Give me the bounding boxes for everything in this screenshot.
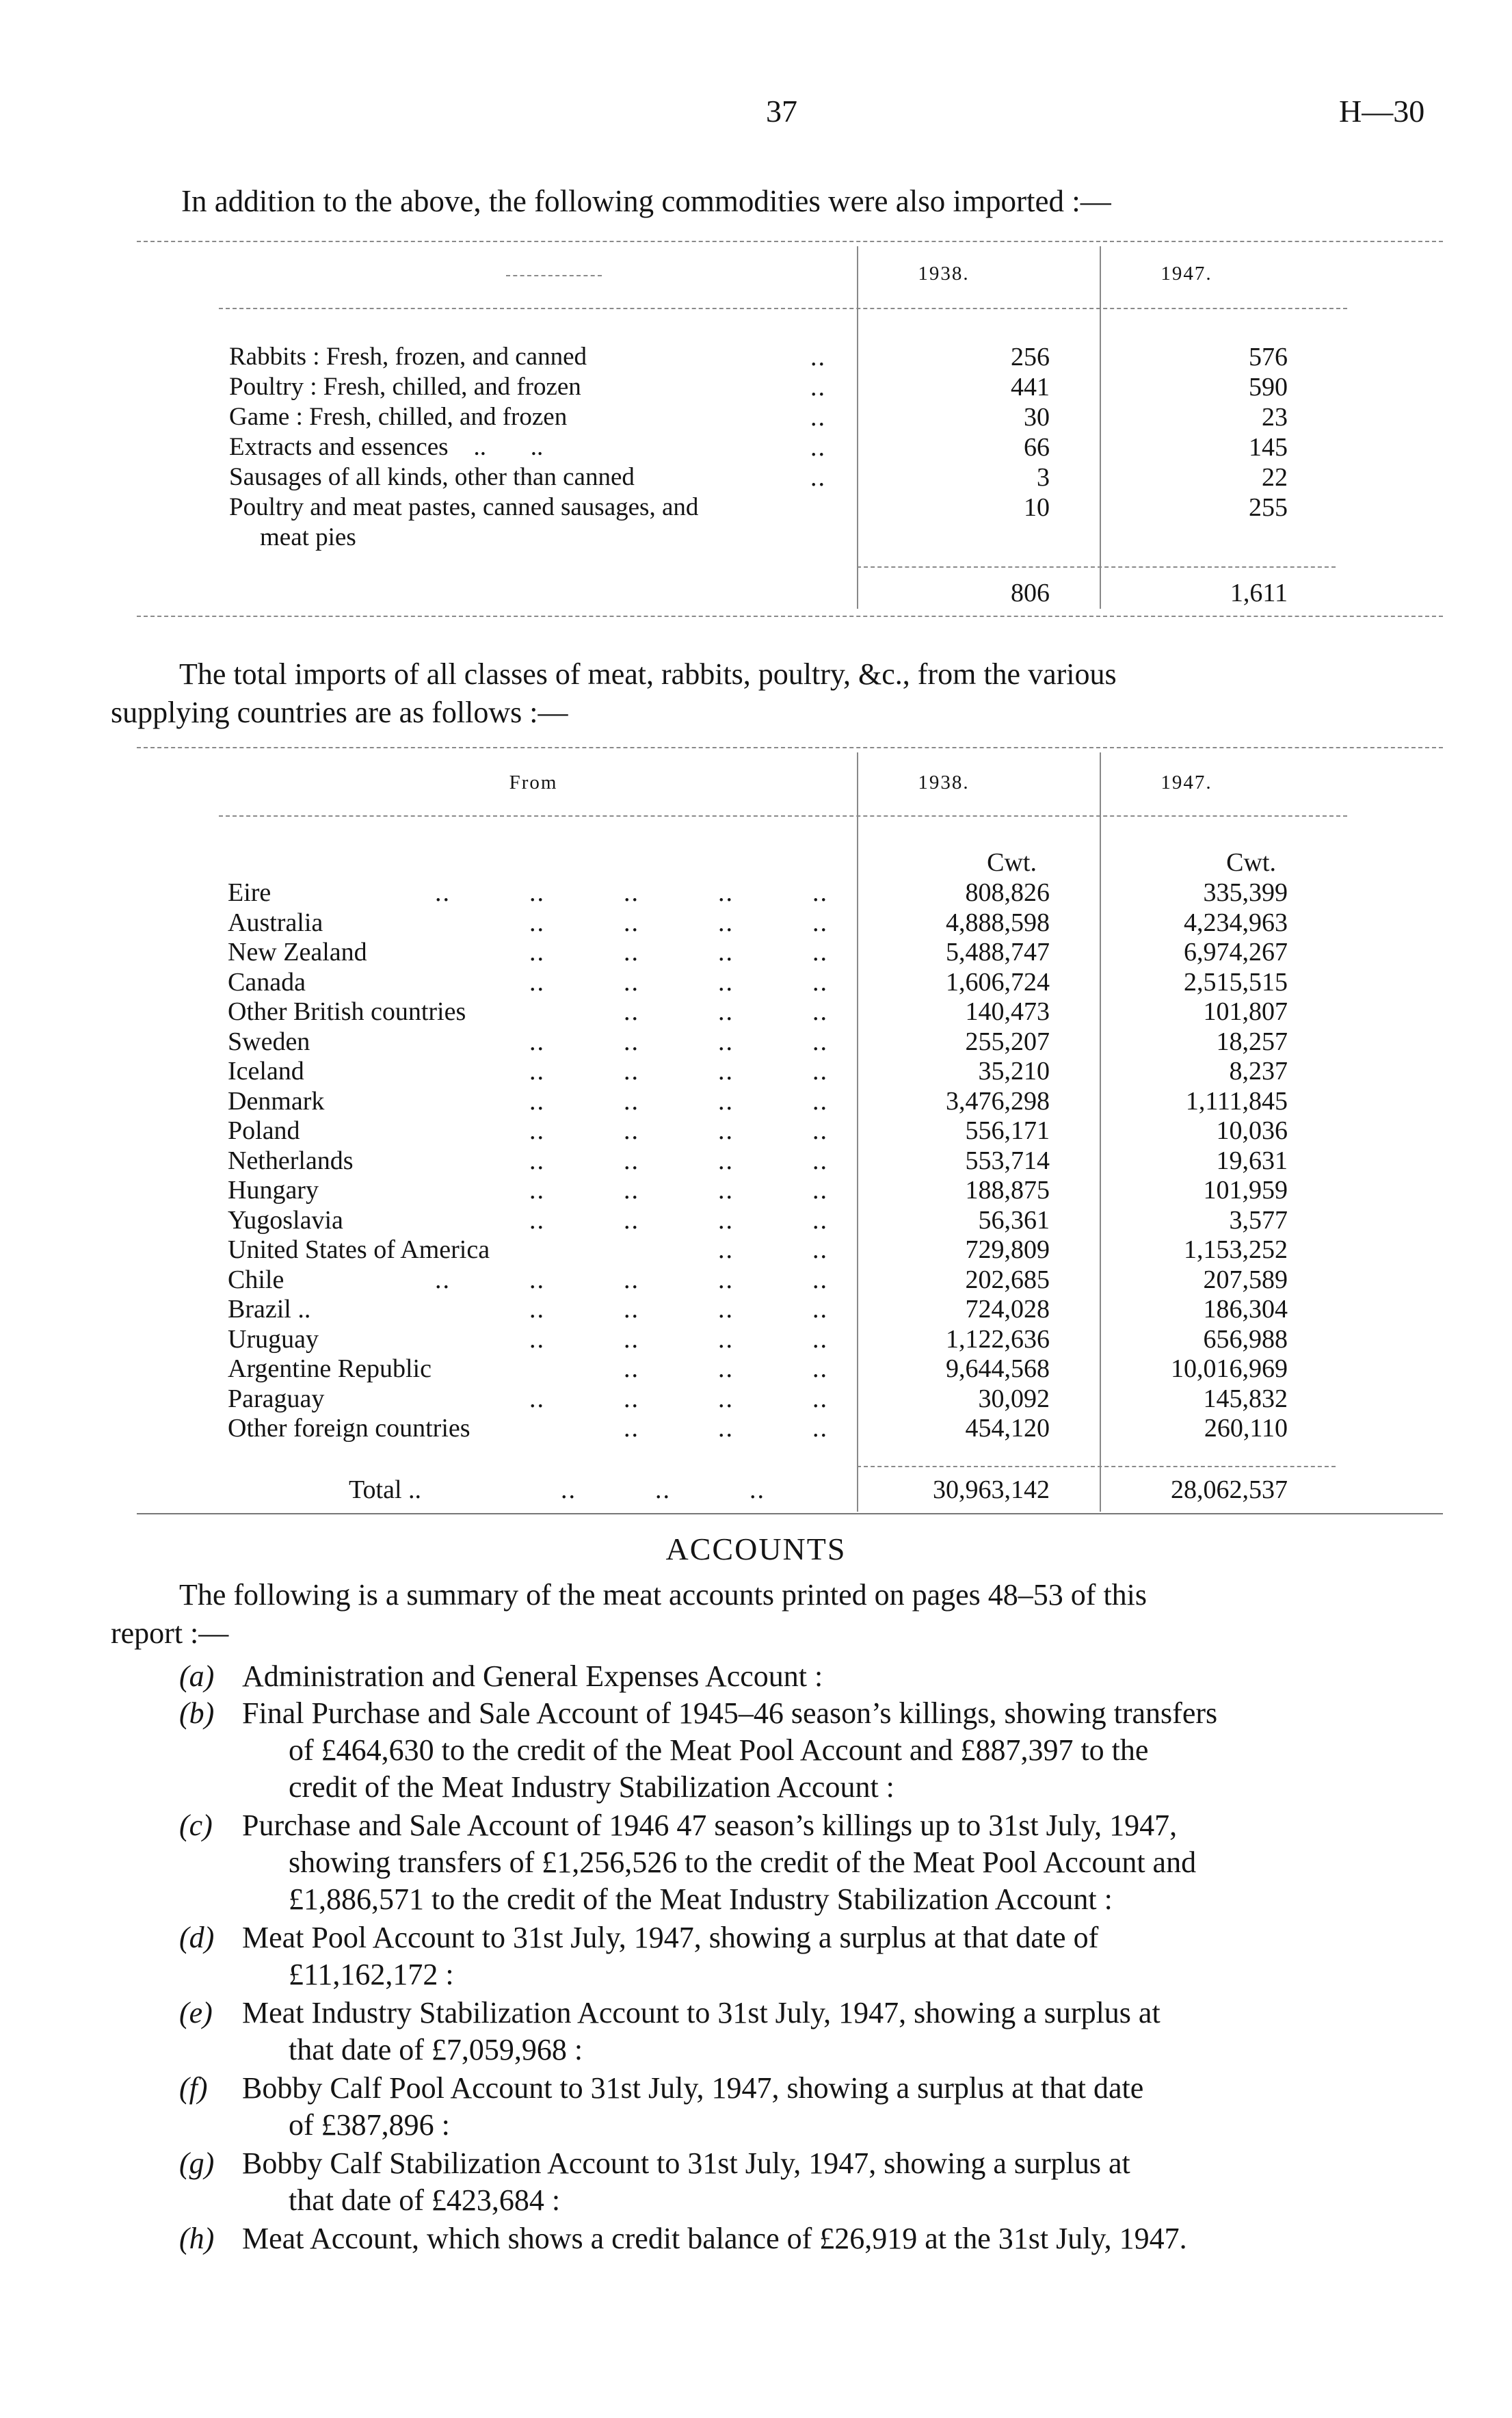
value-1938: 255,207 (965, 1027, 1050, 1056)
table-row (0, 1295, 1512, 1325)
table-row (0, 1027, 1512, 1057)
country-label: Poland (228, 1116, 300, 1145)
value-1947: 101,807 (1203, 997, 1288, 1026)
leader-dots: .. .. .. .. (529, 1205, 828, 1235)
column-header-1947: 1947. (1160, 772, 1212, 793)
column-header-from: From (509, 772, 558, 793)
total-1947: 1,611 (1230, 579, 1288, 607)
country-label: Argentine Republic (228, 1354, 432, 1383)
leader-dots: .. .. .. .. .. (435, 878, 828, 907)
intro-text: In addition to the above, the following commodities were also imported :— (181, 184, 1111, 218)
accounts-heading: ACCOUNTS (665, 1532, 847, 1566)
item-line: Final Purchase and Sale Account of 1945–46 season’s killings, showing transfers (242, 1696, 1218, 1730)
unit-1938: Cwt. (987, 848, 1037, 877)
unit-1947: Cwt. (1226, 848, 1276, 877)
value-1938: 724,028 (965, 1295, 1050, 1324)
item-line: Bobby Calf Pool Account to 31st July, 1947, showing a surplus at that date (242, 2071, 1144, 2105)
leader-dots: .. .. .. .. (529, 1295, 828, 1324)
value-1947: 6,974,267 (1184, 938, 1288, 967)
country-label: United States of America (228, 1235, 490, 1264)
table-row (0, 1087, 1512, 1117)
item-line: Meat Industry Stabilization Account to 31st July, 1947, showing a surplus at (242, 1996, 1160, 2029)
table-row (0, 1384, 1512, 1415)
item-letter: (f) (179, 2071, 208, 2105)
paragraph-line: report :— (111, 1616, 229, 1650)
value-1947: 18,257 (1216, 1027, 1288, 1056)
header-rule (219, 815, 1347, 817)
item-line: credit of the Meat Industry Stabilization Account : (289, 1770, 894, 1804)
leader-dots: .. .. .. (624, 1414, 828, 1443)
country-label: Chile (228, 1265, 284, 1294)
table-row (0, 1176, 1512, 1206)
leader-dots: .. .. .. .. (529, 1057, 828, 1086)
item-letter: (d) (179, 1921, 215, 1954)
value-1947: 145,832 (1203, 1384, 1288, 1413)
total-1947: 28,062,537 (1171, 1475, 1288, 1504)
table-row (0, 1206, 1512, 1236)
table-top-rule (137, 747, 1443, 748)
account-item (179, 1807, 1444, 1918)
total-1938: 806 (1011, 579, 1050, 607)
value-1938: 202,685 (965, 1265, 1050, 1294)
value-1938: 5,488,747 (946, 938, 1050, 967)
account-item (179, 2070, 1444, 2144)
value-1947: 1,111,845 (1185, 1086, 1288, 1116)
country-label: Other British countries (228, 997, 466, 1026)
value-1938: 256 (1011, 343, 1050, 371)
value-1938: 553,714 (965, 1146, 1050, 1175)
total-label: Total .. (349, 1475, 422, 1504)
value-1938: 441 (1011, 373, 1050, 402)
leader-dots: .. .. (718, 1235, 828, 1264)
country-label: Sweden (228, 1027, 310, 1056)
item-line: of £387,896 : (289, 2108, 450, 2142)
row-label: Sausages of all kinds, other than canned (229, 463, 635, 491)
table-row (0, 432, 1512, 462)
table-row (0, 968, 1512, 998)
paragraph-line: The total imports of all classes of meat, rabbits, poultry, &c., from the various (179, 657, 1117, 691)
item-line: Bobby Calf Stabilization Account to 31st July, 1947, showing a surplus at (242, 2146, 1130, 2180)
table-row (0, 342, 1512, 372)
table-row (0, 908, 1512, 938)
unit-row (0, 848, 1512, 878)
accounts-intro (111, 1576, 1444, 1653)
leader-dots: .. .. .. .. (529, 1176, 828, 1205)
table-row (0, 1414, 1512, 1444)
leader-dots: .. .. .. .. (529, 1086, 828, 1116)
table-row (0, 1325, 1512, 1355)
value-1938: 454,120 (965, 1414, 1050, 1443)
page-number: 37 (766, 94, 797, 129)
table-row (0, 1146, 1512, 1177)
country-label: Other foreign countries (228, 1414, 470, 1443)
table-row (0, 1057, 1512, 1087)
account-item (179, 2220, 1444, 2257)
country-label: Brazil .. (228, 1295, 311, 1324)
country-label: Yugoslavia (228, 1205, 343, 1235)
value-1938: 140,473 (965, 997, 1050, 1026)
value-1938: 808,826 (965, 878, 1050, 907)
value-1947: 101,959 (1203, 1176, 1288, 1205)
country-label: Australia (228, 908, 323, 937)
column-header-1947: 1947. (1160, 263, 1212, 285)
total-1938: 30,963,142 (933, 1475, 1050, 1504)
value-1938: 35,210 (978, 1057, 1050, 1086)
value-1947: 656,988 (1203, 1324, 1288, 1354)
table-row (0, 1116, 1512, 1146)
account-item (179, 1919, 1444, 1993)
value-1938: 30 (1024, 403, 1050, 432)
value-1938: 30,092 (978, 1384, 1050, 1413)
value-1947: 260,110 (1204, 1414, 1288, 1443)
leader-dots: .. .. .. .. (529, 1384, 828, 1413)
item-line: Meat Pool Account to 31st July, 1947, showing a surplus at that date of (242, 1921, 1099, 1954)
leader-dots: .. .. .. .. (529, 1324, 828, 1354)
paragraph-line: supplying countries are as follows :— (111, 696, 568, 729)
country-label: Paraguay (228, 1384, 325, 1413)
paragraph-line: The following is a summary of the meat accounts printed on pages 48–53 of this (179, 1578, 1148, 1612)
country-label: Iceland (228, 1057, 304, 1086)
table-total-row (0, 1475, 1512, 1506)
row-label: Extracts and essences .. .. (229, 433, 544, 461)
value-1947: 576 (1249, 343, 1288, 371)
country-label: Denmark (228, 1086, 325, 1116)
item-letter: (b) (179, 1696, 215, 1730)
country-label: Eire (228, 878, 271, 907)
item-line: of £464,630 to the credit of the Meat Pool Account and £887,397 to the (289, 1733, 1149, 1767)
country-label: Uruguay (228, 1324, 319, 1354)
value-1938: 3 (1037, 463, 1050, 492)
table-bottom-rule (137, 1513, 1443, 1514)
leader-dots: .. (810, 403, 826, 432)
table-row (0, 878, 1512, 908)
document-reference: H—30 (1339, 94, 1425, 129)
leader-dots: .. (810, 373, 826, 402)
value-1947: 4,234,963 (1184, 908, 1288, 937)
country-label: Netherlands (228, 1146, 354, 1175)
value-1938: 729,809 (965, 1235, 1050, 1264)
value-1938: 188,875 (965, 1176, 1050, 1205)
account-item (179, 2145, 1444, 2219)
leader-dots: .. .. .. .. (529, 1146, 828, 1175)
value-1947: 145 (1249, 433, 1288, 462)
item-line: that date of £7,059,968 : (289, 2033, 583, 2066)
value-1947: 3,577 (1229, 1205, 1288, 1235)
item-letter: (e) (179, 1996, 213, 2029)
country-label: Canada (228, 967, 306, 997)
value-1938: 10 (1024, 493, 1050, 522)
row-label: Poultry : Fresh, chilled, and frozen (229, 373, 581, 401)
item-letter: (h) (179, 2222, 215, 2255)
country-label: Hungary (228, 1176, 319, 1205)
column-header-1938: 1938. (918, 263, 970, 285)
value-1938: 56,361 (978, 1205, 1050, 1235)
value-1938: 3,476,298 (946, 1086, 1050, 1116)
table-row (0, 997, 1512, 1027)
leader-dots: .. .. .. .. (529, 967, 828, 997)
value-1947: 10,016,969 (1171, 1354, 1288, 1383)
leader-dots: .. .. .. .. (529, 1116, 828, 1145)
leader-dots: .. .. .. .. (529, 938, 828, 967)
table-row (0, 492, 1512, 523)
table-top-rule (137, 241, 1443, 242)
leader-dots: .. .. .. .. .. (435, 1265, 828, 1294)
account-item (179, 1658, 1444, 1695)
value-1938: 556,171 (965, 1116, 1050, 1145)
leader-dots: .. .. .. (624, 997, 828, 1026)
table-row (0, 1354, 1512, 1384)
value-1947: 10,036 (1216, 1116, 1288, 1145)
row-label: Game : Fresh, chilled, and frozen (229, 403, 568, 431)
leader-dots: .. .. .. (624, 1354, 828, 1383)
header-rule (219, 308, 1347, 309)
value-1938: 4,888,598 (946, 908, 1050, 937)
table-row (0, 462, 1512, 492)
table-row (0, 402, 1512, 432)
leader-dots: .. .. .. .. (529, 908, 828, 937)
value-1938: 66 (1024, 433, 1050, 462)
row-label: Poultry and meat pastes, canned sausages, and (229, 493, 699, 521)
country-label: New Zealand (228, 938, 367, 967)
stub-head-mark (506, 275, 602, 276)
value-1947: 255 (1249, 493, 1288, 522)
item-letter: (c) (179, 1809, 213, 1842)
value-1947: 335,399 (1203, 878, 1288, 907)
table-row (0, 372, 1512, 402)
paragraph-total-imports (111, 655, 1444, 732)
table-bottom-rule (137, 616, 1443, 617)
item-line: £11,162,172 : (289, 1958, 454, 1991)
value-1947: 207,589 (1203, 1265, 1288, 1294)
total-rule (857, 566, 1336, 568)
table-total-row (0, 578, 1512, 608)
value-1947: 186,304 (1203, 1295, 1288, 1324)
item-line: showing transfers of £1,256,526 to the credit of the Meat Pool Account and (289, 1845, 1197, 1879)
value-1947: 2,515,515 (1184, 967, 1288, 997)
account-item (179, 1695, 1444, 1806)
table-row (0, 938, 1512, 968)
value-1938: 9,644,568 (946, 1354, 1050, 1383)
item-line: Administration and General Expenses Account : (242, 1659, 823, 1693)
leader-dots: .. (810, 343, 826, 371)
value-1947: 23 (1262, 403, 1288, 432)
value-1947: 19,631 (1216, 1146, 1288, 1175)
row-label: Rabbits : Fresh, frozen, and canned (229, 343, 587, 371)
item-letter: (g) (179, 2146, 215, 2180)
row-label: meat pies (260, 523, 356, 551)
item-line: Meat Account, which shows a credit balance of £26,919 at the 31st July, 1947. (242, 2222, 1187, 2255)
value-1938: 1,606,724 (946, 967, 1050, 997)
value-1947: 590 (1249, 373, 1288, 402)
table-row-continuation (0, 523, 1512, 553)
value-1947: 22 (1262, 463, 1288, 492)
item-line: Purchase and Sale Account of 1946 47 season’s killings up to 31st July, 1947, (242, 1809, 1178, 1842)
column-header-1938: 1938. (918, 772, 970, 793)
value-1947: 8,237 (1229, 1057, 1288, 1086)
table-row (0, 1265, 1512, 1296)
leader-dots: .. (810, 433, 826, 462)
item-line: £1,886,571 to the credit of the Meat Industry Stabilization Account : (289, 1882, 1113, 1916)
leader-dots: .. .. .. .. (529, 1027, 828, 1056)
value-1947: 1,153,252 (1184, 1235, 1288, 1264)
total-rule (857, 1466, 1336, 1467)
account-item (179, 1995, 1444, 2068)
item-line: that date of £423,684 : (289, 2183, 561, 2217)
leader-dots: .. .. .. (561, 1475, 765, 1504)
item-letter: (a) (179, 1659, 215, 1693)
leader-dots: .. (810, 463, 826, 492)
value-1938: 1,122,636 (946, 1324, 1050, 1354)
table-row (0, 1235, 1512, 1265)
